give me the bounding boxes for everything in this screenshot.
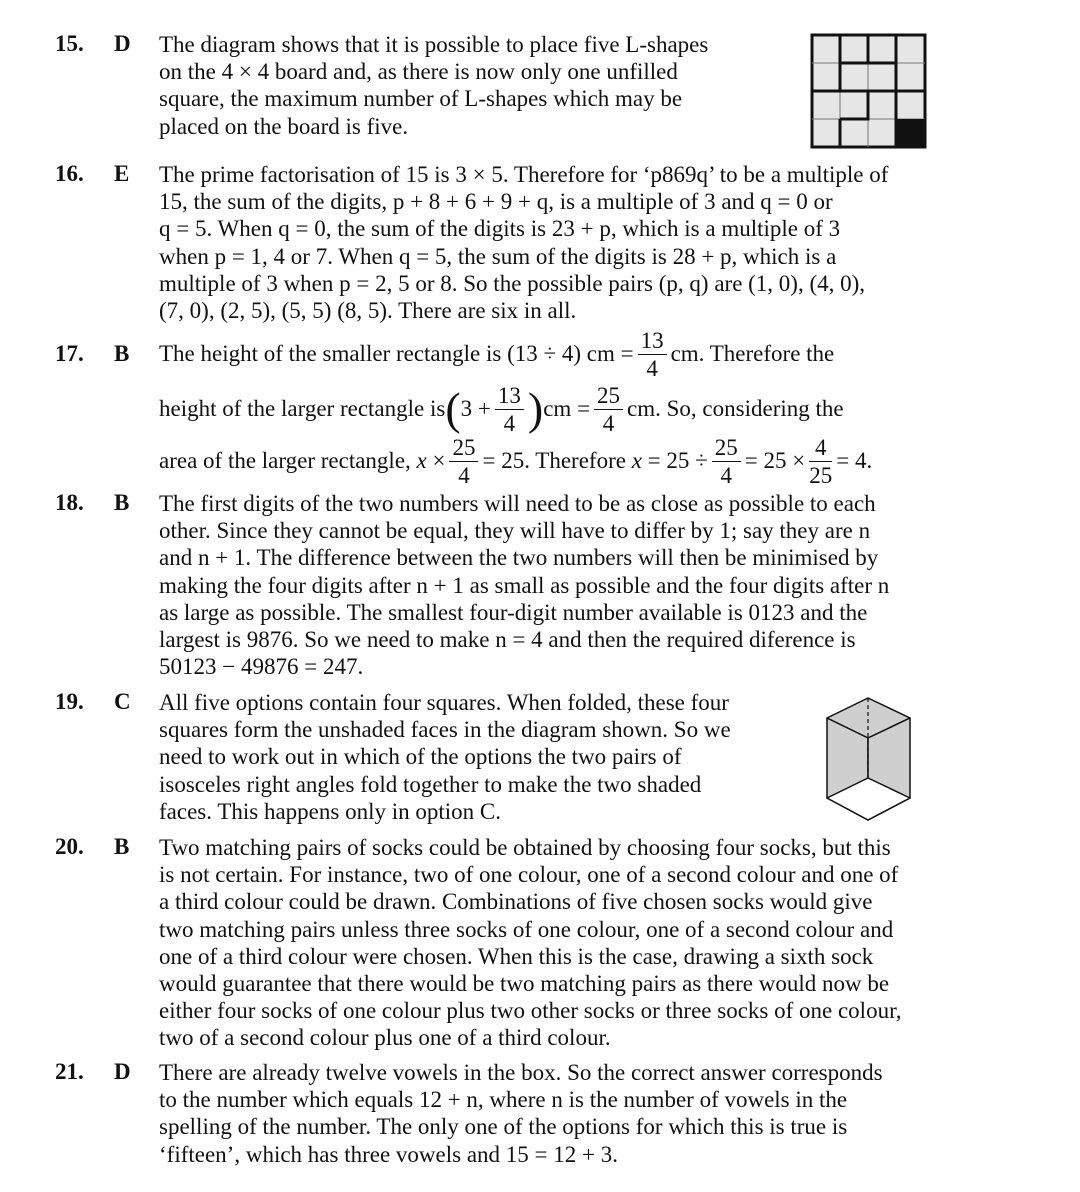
fraction [449,436,478,487]
answer-letter: B [114,834,130,859]
fraction [594,384,623,435]
text-span: = 25 ÷ [647,448,708,473]
close-paren: ) [527,383,544,434]
text-line: and n + 1. The difference between the two numbers will then be minimised by [159,545,879,571]
text-line: two of a second colour plus one of a third colour. [159,1025,611,1051]
folded-cube-diagram [822,694,918,824]
text-span: height of the larger rectangle is [159,396,446,421]
text-line: other. Since they cannot be equal, they will have to differ by 1; say they are n [159,518,871,544]
text-line: either four socks of one colour plus two other socks or three socks of one colour, [159,998,902,1024]
text-span: cm. Therefore the [670,341,835,366]
solution-text [159,1059,883,1168]
fraction [809,436,832,487]
text-span: area of the larger rectangle, [159,448,411,473]
question-number: 15. [55,31,84,56]
text-line: when p = 1, 4 or 7. When q = 5, the sum of the digits is 28 + p, which is a [159,243,837,269]
text-span: 3 + [460,396,491,421]
text-line: isosceles right angles fold together to make the two shaded [159,771,702,797]
denominator: 4 [646,355,658,381]
l-shape-board-diagram [810,33,927,149]
text-line: would guarantee that there would be two matching pairs as there would now be [159,970,890,996]
text-line: There are already twelve vowels in the box. So the correct answer corresponds [159,1060,883,1085]
numerator: 25 [594,384,623,410]
fraction [712,436,741,487]
open-paren: ( [445,383,461,434]
text-line: Two matching pairs of socks could be obtained by choosing four socks, but this [159,835,891,860]
answer-letter: D [114,31,131,56]
text-line: square, the maximum number of L-shapes which may be [159,86,683,112]
denominator: 4 [602,410,615,436]
variable-x: x [416,448,427,473]
numerator: 25 [712,436,741,462]
text-line: largest is 9876. So we need to make n = 4 and then the required diference is [159,626,856,652]
text-line: need to work out in which of the options the two pairs of [159,744,682,770]
question-number: 17. [55,341,84,366]
question-number: 21. [55,1059,84,1084]
question-number: 19. [55,689,84,714]
text-line: on the 4 × 4 board and, as there is now only one unfilled [159,59,678,85]
text-span: = 4. [836,448,873,473]
text-line: squares form the unshaded faces in the diagram shown. So we [159,717,731,743]
text-line: spelling of the number. The only one of the options for which this is true is [159,1114,848,1140]
text-span: × [432,448,446,473]
text-line: 15, the sum of the digits, p + 8 + 6 + 9 + q, is a multiple of 3 and q = 0 or [159,189,833,215]
denominator: 4 [458,462,470,488]
solution-text [159,689,731,825]
denominator: 4 [720,462,733,488]
numerator: 25 [449,436,478,462]
denominator: 25 [809,462,833,488]
answer-letter: D [114,1059,131,1084]
denominator: 4 [503,410,516,436]
numerator: 13 [495,384,524,410]
fraction [495,384,524,435]
text-span: = 25 × [744,448,806,473]
text-line: two matching pairs unless three socks of one colour, one of a second colour and [159,916,894,942]
formula-line [159,383,872,435]
formula-line [159,435,872,487]
variable-x: x [631,448,642,473]
question-number: 18. [55,490,84,515]
answer-letter: B [114,490,130,515]
text-span: = 25. Therefore [482,448,626,473]
numerator: 4 [809,436,832,462]
text-span: The height of the smaller rectangle is (13 ÷ 4) cm = [159,341,634,366]
text-line: multiple of 3 when p = 2, 5 or 8. So the possible pairs (p, q) are (1, 0), (4, 0), [159,270,866,296]
question-number: 20. [55,834,84,859]
question-number: 16. [55,161,84,186]
text-line: (7, 0), (2, 5), (5, 5) (8, 5). There are six in all. [159,297,577,323]
text-line: q = 5. When q = 0, the sum of the digits is 23 + p, which is a multiple of 3 [159,216,841,242]
text-line: The first digits of the two numbers will need to be as close as possible to each [159,491,876,516]
fraction [638,329,667,380]
text-line: placed on the board is five. [159,113,409,139]
solution-text-17 [159,325,872,487]
text-line: The prime factorisation of 15 is 3 × 5. Therefore for ‘p869q’ to be a multiple of [159,162,889,187]
text-line: All five options contain four squares. When folded, these four [159,690,729,715]
text-line: as large as possible. The smallest four-digit number available is 0123 and the [159,599,868,625]
formula-line [159,325,872,383]
solution-text [159,490,889,680]
text-line: a third colour could be drawn. Combinations of five chosen socks would give [159,889,873,915]
text-line: making the four digits after n + 1 as small as possible and the four digits after n [159,572,890,598]
answer-letter: B [114,341,130,366]
solution-text [159,161,888,324]
solution-text [159,834,902,1052]
text-span: cm. So, considering the [627,396,844,421]
text-line: 50123 − 49876 = 247. [159,654,364,680]
text-line: one of a third colour were chosen. When this is the case, drawing a sixth sock [159,943,874,969]
text-span: cm = [543,396,591,421]
numerator: 13 [638,329,667,355]
answer-letter: C [114,689,131,714]
solution-text [159,31,708,140]
text-line: faces. This happens only in option C. [159,798,501,824]
text-line: is not certain. For instance, two of one colour, one of a second colour and one of [159,862,899,888]
text-line: ‘fifteen’, which has three vowels and 15 = 12 + 3. [159,1141,618,1167]
text-line: The diagram shows that it is possible to place five L-shapes [159,32,709,57]
answer-letter: E [114,161,130,186]
text-line: to the number which equals 12 + n, where n is the number of vowels in the [159,1087,848,1113]
